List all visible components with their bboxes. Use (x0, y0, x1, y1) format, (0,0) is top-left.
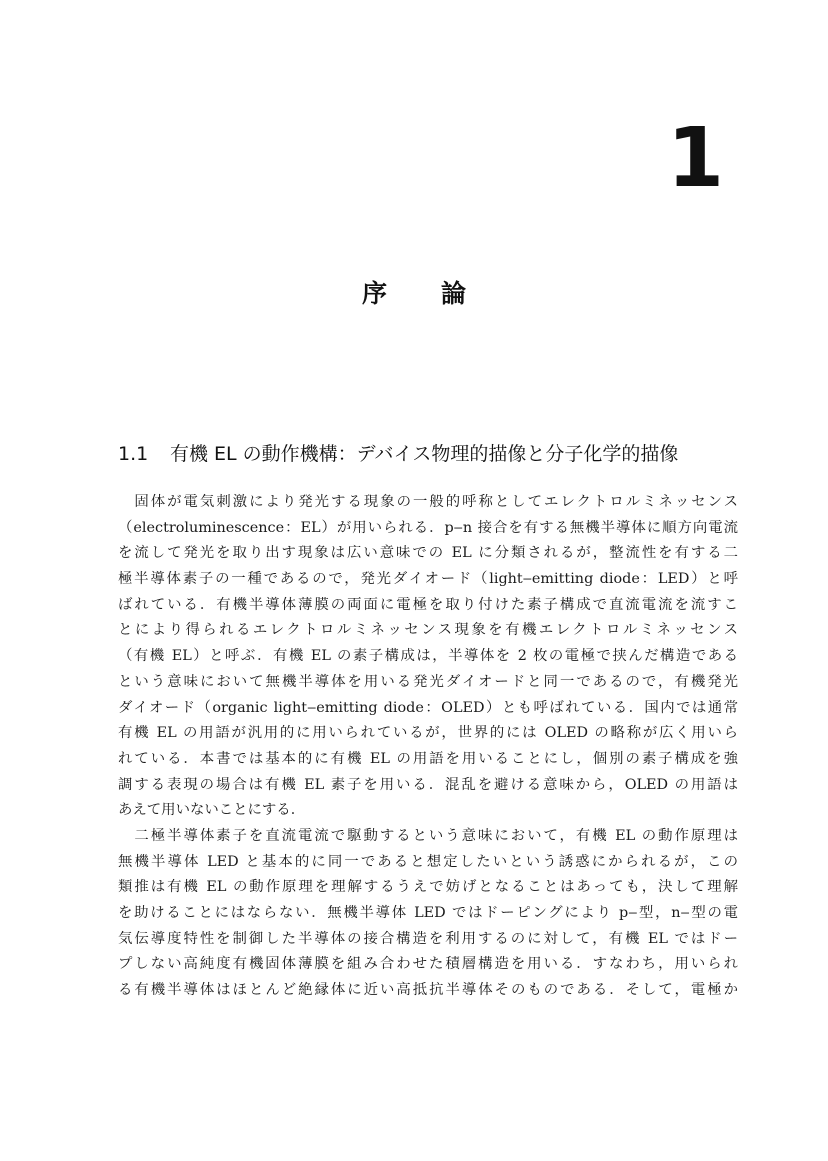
text-line: を助けることにはならない．無機半導体 LED ではドーピングにより p‒型，n‒型の電 (118, 905, 738, 921)
text-line: 類推は有機 EL の動作原理を理解するうえで妨げとなることはあっても，決して理解 (118, 879, 738, 896)
text-line: （electroluminescence：EL）が用いられる．p‒n 接合を有する無機半導体に順方向電流 (118, 519, 738, 536)
text-line: （有機 EL）と呼ぶ．有機 EL の素子構成は，半導体を 2 枚の電極で挟んだ構造である (118, 648, 738, 665)
text-line: れている．本書では基本的に有機 EL の用語を用いることにし，個別の素子構成を強 (118, 750, 738, 767)
text-line: 極半導体素子の一種であるので，発光ダイオード（light‒emitting diode：LED）と呼 (118, 571, 738, 588)
paragraph-1 (118, 490, 738, 824)
text-line: あえて用いないことにする． (118, 802, 306, 819)
text-line: を流して発光を取り出す現象は広い意味での EL に分類されるが，整流性を有する二 (118, 545, 738, 562)
text-line: ダイオード（organic light‒emitting diode：OLED）とも呼ばれている．国内では通常 (118, 699, 738, 716)
text-line: 固体が電気刺激により発光する現象の一般的呼称としてエレクトロルミネッセンス (118, 494, 738, 510)
text-line: 無機半導体 LED と基本的に同一であると想定したいという誘惑にかられるが，この (118, 853, 738, 870)
text-line: 気伝導度特性を制御した半導体の接合構造を利用するのに対して，有機 EL ではドー (118, 930, 738, 947)
section-heading (118, 440, 738, 468)
text-line: 調する表現の場合は有機 EL 素子を用いる．混乱を避ける意味から，OLED の用語は (118, 776, 738, 793)
chapter-title-part2: 論 (441, 279, 467, 308)
section-title: 有機 EL の動作機構：デバイス物理的描像と分子化学的描像 (170, 443, 679, 465)
text-line: る有機半導体はほとんど絶縁体に近い高抵抗半導体そのものである．そして，電極か (118, 982, 738, 999)
text-line: プしない高純度有機固体薄膜を組み合わせた積層構造を用いる．すなわち，用いられ (118, 956, 738, 973)
body-text (118, 490, 738, 1004)
text-line: という意味において無機半導体を用いる発光ダイオードと同一であるので，有機発光 (118, 673, 738, 690)
text-line: 有機 EL の用語が汎用的に用いられているが，世界的には OLED の略称が広く用いら (118, 725, 738, 742)
section-number: 1.1 (118, 443, 149, 465)
chapter-title-part1: 序 (361, 279, 387, 308)
chapter-title (0, 276, 828, 312)
paragraph-2 (118, 824, 738, 1004)
text-line: とにより得られるエレクトロルミネッセンス現象を有機エレクトロルミネッセンス (118, 622, 738, 639)
text-line: ばれている．有機半導体薄膜の両面に電極を取り付けた素子構成で直流電流を流すこ (118, 596, 738, 613)
chapter-number: 1 (666, 111, 722, 206)
text-line: 二極半導体素子を直流電流で駆動するという意味において，有機 EL の動作原理は (118, 827, 738, 844)
